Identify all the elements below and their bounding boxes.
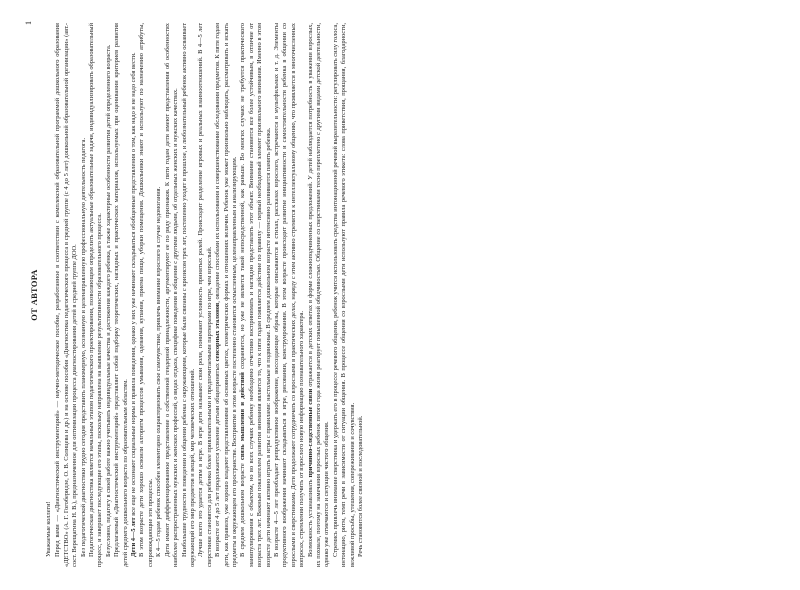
text-run: отражается в детских ответах в форме сложноподчиненных предложений. У детей наблюдается потребность в уважении взрослых, их похвале, поэтому на замечания взрослых ребенок пятого года жизни реагирует повышенной обидчивостью. Общение со сверстниками тесно переплетено с другими видами детской деятельности, однако уже отмечаются и ситуации чистого общения.	[306, 22, 331, 567]
text-run: Речь становится более связной и последовательной.	[357, 415, 365, 557]
paragraph	[357, 23, 365, 567]
text-run: В возрасте от 4 до 5 лет продолжается усвоение детьми общепринятых	[214, 361, 222, 557]
text-run: Стремясь привлечь внимание сверстника и удержать его в процессе речевого общения, ребенок учится использовать средства интонационной речевой выразительности: регулировать силу голоса, интонацию, ритм, темп речи в зависимости от ситуации общения. В процессе общения со взрослыми дети используют правила речевого этикета: слова приветствия, прощания, благодарности, вежливой просьбы, утешения, сопереживания и сочувствия.	[331, 23, 356, 567]
paragraph	[113, 23, 130, 567]
text-run: Дети имеют дифференцированное представление о собственной гендерной принадлежности, аргументируют ее по ряду признаков. К пяти годам дети имеют представления об особенностях наиболее распространенных мужских и женских профессий, о видах отдыха, специфике поведения в общении с другими людьми, об отдельных женских и мужских качествах.	[163, 23, 180, 567]
page-title: ОТ АВТОРА	[30, 269, 39, 321]
bold-term: связь мышления и действий	[239, 372, 247, 461]
paragraph	[181, 23, 198, 567]
paragraph	[214, 23, 239, 567]
text-run: , овладение способами их использования и совершенствование обследования предметов. К пяти годам дети, как правило, уже хорошо владеют представлениями об основных цветах, геометрических формах и отношениях величин. Ребенок уже может произвольно наблюдать, рассматривать и искать предметы в окружающем его пространстве. Восприятие в этом возрасте постепенно становится осмысленным, целенаправленным и анализирующим.	[214, 23, 238, 567]
paragraph	[307, 23, 332, 567]
text-run: К 4—5 годам ребенок способен элементарно охарактеризовать свое самочувствие, привлечь внимание взрослого в случае недомогания.	[155, 186, 163, 557]
text-run: Перед вами — «Диагностический инструментарий» — научно-методическое пособие, разработанное в соответствии с комплексной образовательной программой дошкольного образования «ДЕТСТВО» (А. Г. Гогоберидзе, О. В. Солнцева и др.) и на основе пособия «Диагностика педагогического процесса в средней группе (с 4 до 5 лет) дошкольной образовательной организации» (авт.-сост. Верещагина Н. В.), предназначенное для оптимизации процесса диагностирования детей в средней группе ДОО.	[54, 23, 79, 567]
bold-term: Дети 4—5 лет	[130, 517, 138, 557]
paragraph	[273, 23, 307, 567]
paragraph	[80, 23, 88, 567]
paragraph	[130, 23, 138, 567]
paragraph	[138, 23, 155, 567]
text-run: Наибольшие трудности в поведении и общении ребенка с окружающими, которые были связаны с кризисом трех лет, постепенно уходят в прошлое, и любознательный ребенок активно осваивает окружающий его мир предметов и вещей, мир человеческих отношений.	[180, 23, 196, 567]
text-run: Возможность устанавливать	[306, 477, 314, 557]
paragraph	[155, 23, 163, 567]
text-run: В возрасте 4—5 лет преобладает репродуктивное воображение, воссоздающее образы, которые описываются в стихах, рассказах взрослого, встречаются в мультфильмах и т. д. Элементы продуктивного воображения начинают складываться в игре, рисовании, конструировании. В этом возрасте происходит развитие инициативности и самостоятельности ребенка в общении со взрослыми и сверстниками. Дети продолжают сотрудничать со взрослыми в практических делах, наряду с этим активно стремятся к интеллектуальному общению, что проявляется в многочисленных вопросах, стремлении получить от взрослого новую информацию познавательного характера.	[272, 23, 306, 567]
body-text	[54, 23, 365, 567]
paragraph	[105, 23, 113, 567]
text-run: сохраняется, но уже не является такой непосредственной, как раньше. Во многих случаях не требуется практического манипулирования с объектом, но во всех случаях ребенку необходимо отчетливо воспринимать и наглядно представлять этот объект. Внимание становится все более устойчивым, в отличие от возраста трех лет. Важным показателем развития внимания является то, что к пяти годам появляется действие по правилу — первый необходимый элемент произвольного внимания. Именно в этом возрасте дети начинают активно играть в игры с правилами: настольные и подвижные. В среднем дошкольном возрасте интенсивно развивается память ребенка.	[239, 23, 272, 567]
paragraph	[164, 23, 181, 567]
greeting: Уважаемые коллеги!	[45, 501, 52, 557]
paragraph	[332, 23, 357, 567]
page-number: 1	[24, 21, 33, 25]
text-run: Безусловно, педагогу в своей работе важно учитывать индивидуальные качества и достижения каждого ребенка, а также характерные особенности развития детей определенного возраста.	[104, 44, 112, 557]
paragraph	[54, 23, 79, 567]
text-run: В этом возрасте дети хорошо освоили алгоритм процессов умывания, одевания, купания, приема пищи, уборки помещения. Дошкольники знают и используют по назначению атрибуты, сопровождающие эти процессы.	[138, 23, 154, 567]
document-page	[20, 15, 780, 575]
paragraph	[239, 23, 273, 567]
text-run: В среднем дошкольном возрасте	[239, 460, 247, 557]
paragraph	[88, 23, 105, 567]
text-run: Без педагогической диагностики трудно сегодня представить планомерную, осознанную и целенаправленную профессиональную деятельность педагога.	[79, 137, 87, 557]
text-run: Педагогическая диагностика является начальным этапом педагогического проектирования, позволяющим определить актуальные образовательные задачи, индивидуализировать образовательный процесс, и завершает последующие его этапы, поскольку направлена на выявление результативности образовательного процесса.	[88, 23, 104, 567]
bold-term: причинно-следственные связи	[306, 388, 314, 478]
text-run: все еще не осознают социальные нормы и правила поведения, однако у них уже начинают складываться обобщенные представления о том, как надо и не надо себя вести.	[130, 52, 138, 518]
bold-term: сенсорных эталонов	[214, 302, 222, 362]
paragraph	[197, 23, 214, 567]
text-run: Предлагаемый «Диагностический инструментарий» представляет собой подборку теоретических, наглядных и практических материалов, используемых при оценивании критериев развития детей среднего дошкольного возраста по образовательным областям.	[113, 23, 129, 567]
text-run: Лучше всего это удается детям в игре. В игре дети называют свои роли, понимают условность принятых ролей. Происходит разделение игровых и реальных взаимоотношений. В 4—5 лет сверстники становятся для ребенка более привлекательными и предпочитаемыми партнерами по игре, чем взрослый.	[197, 23, 213, 567]
